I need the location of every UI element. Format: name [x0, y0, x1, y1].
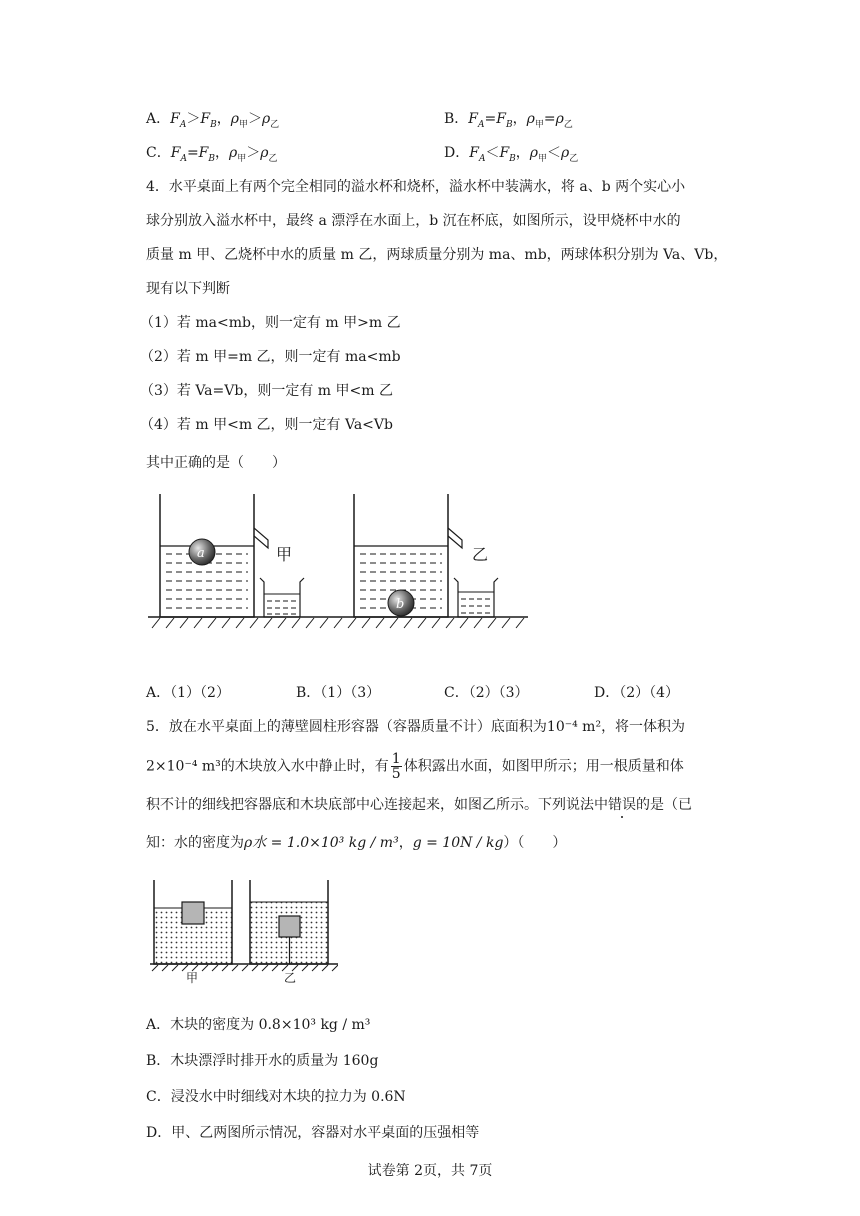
- ball-a-label: a: [197, 546, 205, 561]
- q5-stem-line3: [146, 794, 692, 814]
- q4-judgment-1: （1）若 ma<mb，则一定有 m 甲>m 乙: [140, 315, 401, 331]
- q5-option-a: [146, 1014, 370, 1034]
- q5-stem-line4: [146, 832, 566, 852]
- stem-text: 的木块放入水中静止时，有: [220, 758, 389, 775]
- q3-option-a: [146, 108, 279, 130]
- water-density-formula: ρ水 = 1.0×10³ kg / m³: [244, 835, 399, 851]
- q4-option-c: [444, 682, 529, 702]
- gravity-formula: g = 10N / kg: [412, 835, 504, 851]
- stem-text: 体积露出水面，如图甲所示；用一根质量和体: [403, 758, 684, 775]
- stem-text: 积不计的细线把容器底和木块底部中心连接起来，如图乙所示。下列说法中: [146, 797, 608, 813]
- page-footer: 试卷第 2页，共 7页: [367, 1163, 493, 1179]
- option-label: C．: [146, 1089, 171, 1105]
- q4-figure: [148, 490, 528, 632]
- q4-judgment-2: （2）若 m 甲=m 乙，则一定有 ma<mb: [140, 349, 401, 365]
- stem-text: ）（ ）: [503, 835, 567, 851]
- beaker-left: [260, 545, 304, 617]
- q4-stem-line4: 现有以下判断: [146, 281, 230, 297]
- option-text: $F_A=F_B$，$\rho_甲>\rho_乙$: [170, 145, 278, 164]
- beaker-right: [454, 545, 498, 617]
- beaker-right-label: 乙: [472, 545, 489, 564]
- option-text: （1）（3）: [320, 685, 381, 701]
- option-text: （2）（3）: [468, 685, 529, 701]
- option-text: 木块的密度为 0.8×10³ kg / m³: [170, 1017, 371, 1033]
- stem-text: ，将一体积为: [601, 719, 686, 735]
- q4-judgment-3: （3）若 Va=Vb，则一定有 m 甲<m 乙: [140, 383, 393, 399]
- stem-text: ，: [398, 835, 413, 851]
- option-text: （2）（4）: [619, 685, 680, 701]
- q4-question: 其中正确的是（ ）: [146, 455, 286, 471]
- option-label: B．: [444, 111, 469, 127]
- ball-b-label: b: [396, 597, 405, 612]
- q4-stem-line1: 4．水平桌面上有两个完全相同的溢水杯和烧杯，溢水杯中装满水，将 a、b 两个实心小: [146, 179, 686, 195]
- q4-option-d: [594, 682, 679, 702]
- option-text: （1）（2）: [170, 685, 230, 701]
- option-label: A．: [146, 685, 171, 701]
- q4-option-a: [146, 682, 230, 702]
- q3-option-b: [444, 108, 573, 130]
- option-text: $F_A<F_B$，$\rho_甲<\rho_乙$: [469, 145, 579, 164]
- option-text: 甲、乙两图所示情况，容器对水平桌面的压强相等: [171, 1125, 480, 1141]
- option-text: $F_A=F_B$，$\rho_甲=\rho_乙$: [468, 111, 573, 130]
- base-area-value: 10⁻⁴ m²: [546, 719, 602, 735]
- stem-text: 5．放在水平桌面上的薄壁圆柱形容器（容器质量不计）底面积为: [146, 719, 547, 735]
- container-yi-label: 乙: [284, 971, 297, 985]
- option-label: D．: [594, 685, 620, 701]
- q4-option-b: [296, 682, 380, 702]
- fraction-one-fifth: [391, 752, 402, 781]
- q3-option-d: [444, 142, 578, 164]
- option-label: D．: [444, 145, 470, 161]
- container-jia: [154, 880, 232, 964]
- q5-figure: [150, 876, 338, 986]
- overflow-cup-left: [160, 494, 268, 617]
- stem-text: 知：水的密度为: [146, 835, 244, 851]
- container-yi: [250, 880, 328, 964]
- q5-option-b: [146, 1050, 378, 1070]
- q5-stem-line1: [146, 716, 685, 736]
- overflow-cup-right: [354, 494, 462, 617]
- option-label: A．: [146, 1017, 171, 1033]
- option-label: C．: [444, 685, 469, 701]
- q4-stem-line2: 球分别放入溢水杯中，最终 a 漂浮在水面上，b 沉在杯底，如图所示，设甲烧杯中水的: [146, 213, 681, 229]
- stem-text: 的是（已: [636, 797, 692, 813]
- q5-option-c: [146, 1086, 406, 1106]
- option-label: C．: [146, 145, 171, 161]
- q4-stem-line3: 质量 m 甲、乙烧杯中水的质量 m 乙，两球质量分别为 ma、mb，两球体积分别为 Va、Vb，: [146, 247, 728, 263]
- option-label: D．: [146, 1125, 172, 1141]
- q4-judgment-4: （4）若 m 甲<m 乙，则一定有 Va<Vb: [140, 417, 393, 433]
- fraction-numerator: 1: [391, 751, 401, 767]
- option-label: A．: [146, 111, 171, 127]
- q5-stem-line2: [146, 752, 684, 781]
- option-label: B．: [296, 685, 321, 701]
- option-text: 木块漂浮时排开水的质量为 160g: [170, 1053, 379, 1069]
- fraction-denominator: 5: [391, 766, 401, 782]
- option-label: B．: [146, 1053, 171, 1069]
- volume-value: 2×10⁻⁴ m³: [146, 758, 221, 775]
- option-text: $F_A>F_B$，$\rho_甲>\rho_乙$: [170, 111, 280, 130]
- q3-option-c: [146, 142, 278, 164]
- beaker-left-label: 甲: [276, 545, 293, 564]
- emphasis-text: 错误: [608, 797, 636, 813]
- q5-option-d: [146, 1122, 479, 1142]
- option-text: 浸没水中时细线对木块的拉力为 0.6N: [170, 1089, 406, 1105]
- container-jia-label: 甲: [186, 971, 199, 985]
